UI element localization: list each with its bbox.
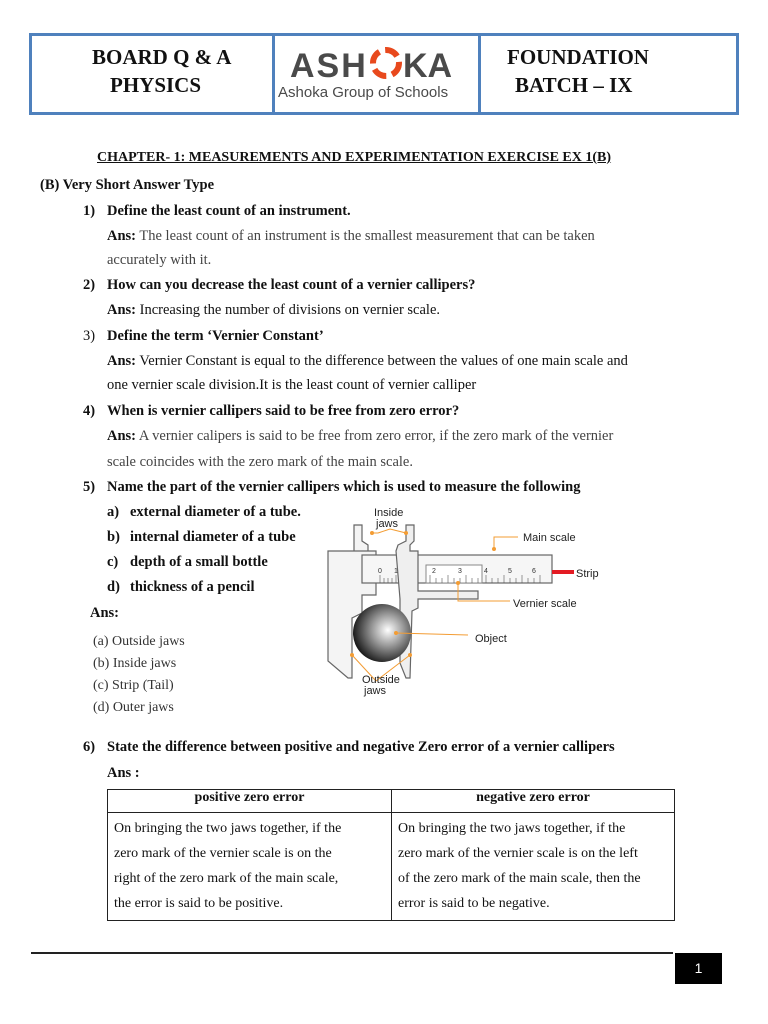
cell-line: right of the zero mark of the main scale, <box>114 871 339 886</box>
scale-number-4: 4 <box>484 568 488 575</box>
scale-number-3: 3 <box>458 568 462 575</box>
question-3-number: 3) <box>83 328 96 344</box>
answer-4-line2: scale coincides with the zero mark of the main scale. <box>107 454 413 470</box>
page-number: 1 <box>694 960 703 976</box>
question-3-text: Define the term ‘Vernier Constant’ <box>107 328 324 344</box>
header-right-line2: BATCH – IX <box>515 73 633 97</box>
scale-number-1: 1 <box>394 568 398 575</box>
answer-5-label: Ans: <box>90 605 120 621</box>
footer-rule <box>31 952 673 954</box>
label-outside-jaws-1: Outside <box>362 674 400 686</box>
svg-text:ASH: ASH <box>290 47 368 84</box>
cell-line: zero mark of the vernier scale is on the left <box>398 846 638 861</box>
part-c-text: depth of a small bottle <box>130 554 268 570</box>
label-vernier-scale: Vernier scale <box>513 598 577 610</box>
answer-1-text: The least count of an instrument is the smallest measurement that can be taken <box>139 228 595 244</box>
question-5-number: 5) <box>83 479 96 495</box>
question-1-number: 1) <box>83 203 96 219</box>
question-2-number: 2) <box>83 277 96 293</box>
logo-subtitle: Ashoka Group of Schools <box>278 84 449 101</box>
scale-number-2: 2 <box>432 568 436 575</box>
label-inside-jaws-1: Inside <box>374 507 404 519</box>
table-cell-positive <box>108 813 392 921</box>
ans-label: Ans: <box>107 228 137 244</box>
scale-number-5: 5 <box>508 568 512 575</box>
table-header-negative: negative zero error <box>392 790 675 813</box>
svg-text:KA: KA <box>403 47 453 84</box>
header-divider-right <box>478 36 481 112</box>
ans-label: Ans: <box>107 353 137 369</box>
ans-label: Ans: <box>107 302 137 318</box>
answer-2-text: Increasing the number of divisions on vernier scale. <box>139 302 441 318</box>
label-main-scale: Main scale <box>523 532 576 544</box>
label-outside-jaws-2: jaws <box>364 685 387 697</box>
scale-number-6: 6 <box>532 568 536 575</box>
label-inside-jaws-2: jaws <box>376 518 399 530</box>
cell-line: error is said to be negative. <box>398 896 550 911</box>
answer-6-label: Ans : <box>107 765 140 781</box>
cell-line: the error is said to be positive. <box>114 896 284 911</box>
cell-line: On bringing the two jaws together, if the <box>114 821 342 836</box>
vernier-calliper-diagram <box>318 503 608 703</box>
school-logo <box>290 44 470 89</box>
answer-5-b: (b) Inside jaws <box>93 656 177 671</box>
section-title: (B) Very Short Answer Type <box>40 177 215 193</box>
vernier-calliper-illustration <box>318 503 608 703</box>
scale-number-0: 0 <box>378 568 382 575</box>
answer-3-line1 <box>107 351 628 371</box>
answer-4-line1 <box>107 426 613 446</box>
part-c-letter: c) <box>107 554 119 570</box>
cell-line: zero mark of the vernier scale is on the <box>114 846 332 861</box>
answer-1-line2: accurately with it. <box>107 252 212 268</box>
table-header-row <box>108 790 675 813</box>
question-5-text: Name the part of the vernier callipers which is used to measure the following <box>107 479 581 495</box>
answer-5-d: (d) Outer jaws <box>93 700 174 715</box>
question-4-number: 4) <box>83 403 96 419</box>
answer-5-a: (a) Outside jaws <box>93 634 185 649</box>
strip-rod <box>552 570 574 574</box>
ans-label: Ans: <box>107 428 137 444</box>
answer-3-text: Vernier Constant is equal to the difference between the values of one main scale and <box>139 353 628 369</box>
answer-3-line2: one vernier scale division.It is the least count of vernier calliper <box>107 377 477 393</box>
answer-5-c: (c) Strip (Tail) <box>93 678 174 693</box>
part-b-text: internal diameter of a tube <box>130 529 296 545</box>
question-6-text: State the difference between positive and negative Zero error of a vernier callipers <box>107 739 615 755</box>
part-b-letter: b) <box>107 529 120 545</box>
header-left-line1: BOARD Q & A <box>92 45 232 69</box>
part-d-text: thickness of a pencil <box>130 579 255 595</box>
question-6-number: 6) <box>83 739 96 755</box>
answer-1-line1 <box>107 226 595 246</box>
header-left-line2: PHYSICS <box>110 73 202 97</box>
part-a-letter: a) <box>107 504 120 520</box>
table-cell-negative <box>392 813 675 921</box>
question-4-text: When is vernier callipers said to be free from zero error? <box>107 403 460 419</box>
label-object: Object <box>475 633 507 645</box>
question-1-text: Define the least count of an instrument. <box>107 203 351 219</box>
part-a-text: external diameter of a tube. <box>130 504 301 520</box>
part-d-letter: d) <box>107 579 120 595</box>
table-row <box>108 813 675 921</box>
label-strip: Strip <box>576 568 599 580</box>
question-2-text: How can you decrease the least count of a vernier callipers? <box>107 277 476 293</box>
answer-4-text: A vernier calipers is said to be free from zero error, if the zero mark of the vernier <box>138 428 614 444</box>
cell-line: On bringing the two jaws together, if the <box>398 821 626 836</box>
header-right-line1: FOUNDATION <box>507 45 649 69</box>
header-divider-left <box>272 36 275 112</box>
page-number-badge <box>675 953 722 984</box>
ashoka-logo-icon <box>290 44 470 84</box>
answer-2-line1 <box>107 300 440 320</box>
chapter-title: CHAPTER- 1: MEASUREMENTS AND EXPERIMENTATION EXERCISE EX 1(B) <box>97 150 612 165</box>
table-header-positive: positive zero error <box>108 790 392 813</box>
zero-error-table <box>107 789 675 921</box>
cell-line: of the zero mark of the main scale, then the <box>398 871 641 886</box>
